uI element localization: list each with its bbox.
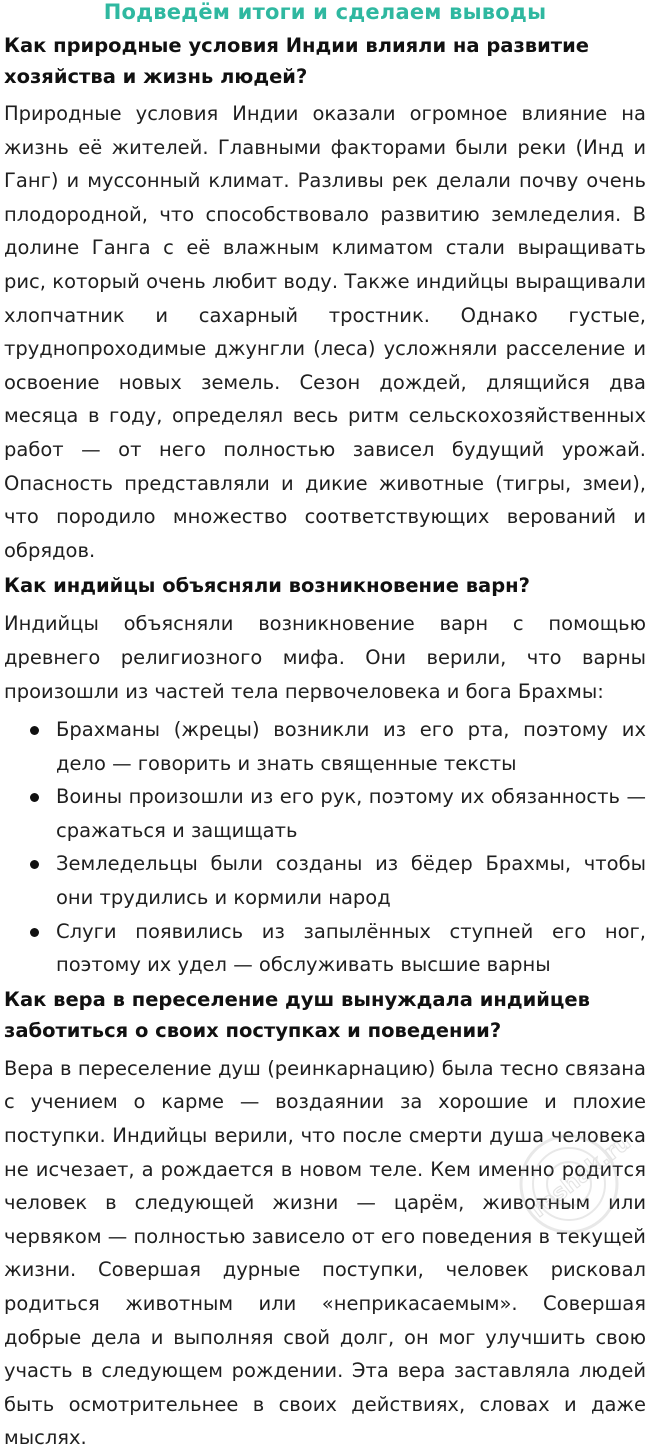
bullet-icon [30,928,39,937]
list-item-text: Брахманы (жрецы) возникли из его рта, поэтому их дело — говорить и знать священные тексты [56,718,646,775]
answer-paragraph: Природные условия Индии оказали огромное влияние на жизнь её жителей. Главными факторами были реки (Инд и Ганг) и муссонный климат. Разливы рек делали почву очень плодородной, что способствовало развитию земледелия. В долине Ганга с её влажным климатом стали выращивать рис, который очень любит воду. Также индийцы выращивали хлопчатник и сахарный тростник. Однако густые, труднопроходимые джунгли (леса) усложняли расселение и освоение новых земель. Сезон дождей, длящийся два месяца в году, определял весь ритм сельскохозяйственных работ — от него полностью зависел будущий урожай. Опасность представляли и дикие животные (тигры, змеи), что породило множество соответствующих верований и обрядов. [4,102,646,562]
list-item [4,915,646,982]
list-item-text: Земледельцы были созданы из бёдер Брахмы, чтобы они трудились и кормили народ [56,852,646,910]
section-reincarnation [4,984,646,1455]
list-item-text: Слуги появились из запылённых ступней его ног, поэтому их удел — обслуживать высшие варны [56,919,646,977]
section-varnas [4,570,646,982]
bullet-icon [30,793,39,802]
answer-paragraph: Индийцы объясняли возникновение варн с помощью древнего религиозного мифа. Они верили, что варны произошли из частей тела первочеловека и бога Брахмы: [4,612,646,703]
list-item [4,780,646,847]
list-item-text: Воины произошли из его рук, поэтому их обязанность — сражаться и защищать [56,785,646,842]
watermark-text: reshak.ru [526,1129,636,1223]
bullet-icon [30,726,39,735]
varna-list [4,713,646,982]
answer-paragraph: Вера в переселение душ (реинкарнацию) была тесно связана с учением о карме — воздаянии за хорошие и плохие поступки. Индийцы верили, что после смерти душа человека не исчезает, а рождается в новом теле. Кем именно родится человек в следующей жизни — царём, животным или червяком — полностью зависело от его поведения в текущей жизни. Совершая дурные поступки, человек рисковал родиться животным или «неприкасаемым». Совершая добрые дела и выполняя свой долг, он мог улучшить свою участь в следующем рождении. Эта вера заставляла людей быть осмотрительнее в своих действиях, словах и даже мыслях. [4,1056,646,1450]
page-title: Подведём итоги и сделаем выводы [103,0,547,24]
list-item [4,713,646,780]
section-nature [4,30,646,567]
question-heading: Как природные условия Индии влияли на развитие хозяйства и жизнь людей? [4,34,589,88]
list-item [4,847,646,914]
question-heading: Как индийцы объясняли возникновение варн? [4,574,530,598]
bullet-icon [30,860,39,869]
question-heading: Как вера в переселение душ вынуждала индийцев заботиться о своих поступках и поведении? [4,987,590,1042]
